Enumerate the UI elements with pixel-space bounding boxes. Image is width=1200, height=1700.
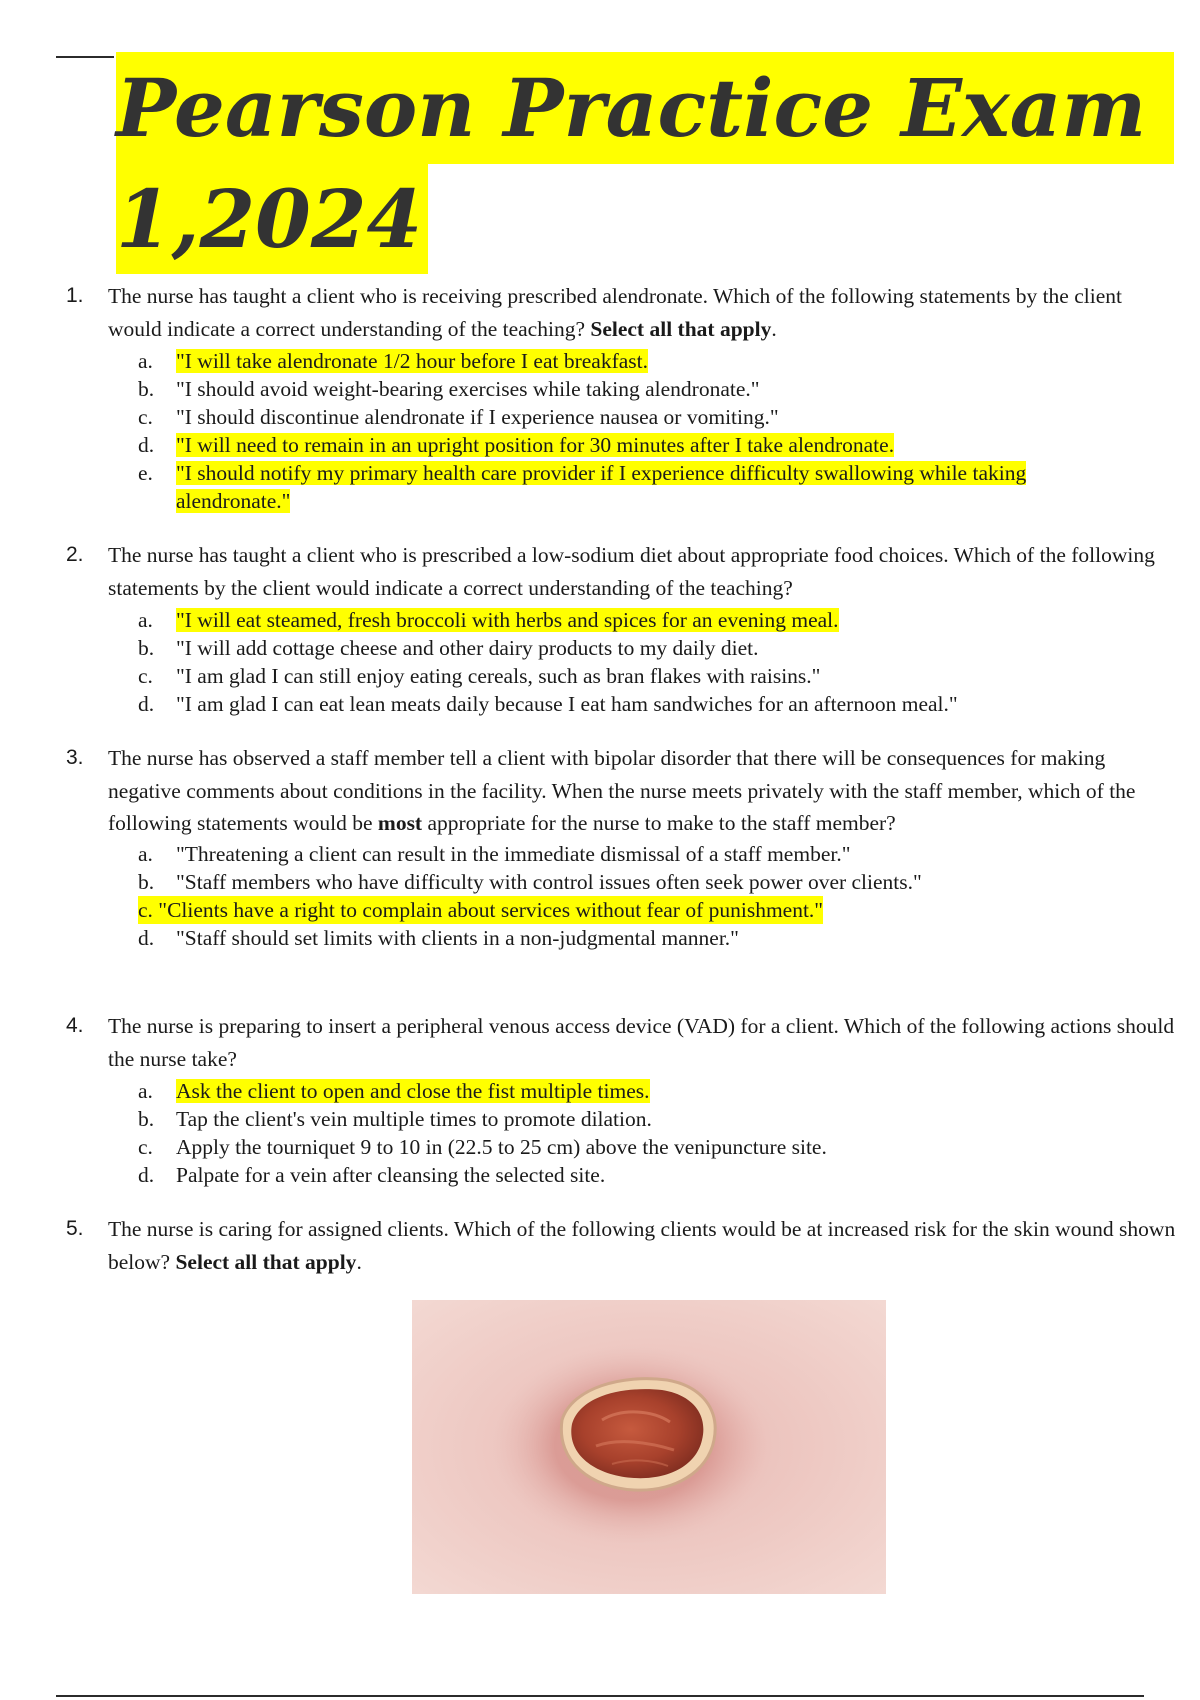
option-letter: a.: [138, 841, 153, 866]
question-number: 4.: [66, 1014, 84, 1037]
option-text: Palpate for a vein after cleansing the selected site.: [176, 1163, 606, 1187]
option-text: "I will need to remain in an upright position for 30 minutes after I take alendronate.: [176, 433, 895, 457]
option-text: Tap the client's vein multiple times to promote dilation.: [176, 1107, 652, 1131]
top-rule-left: [56, 56, 114, 58]
option-a[interactable]: [138, 1077, 1180, 1105]
option-text: "I will add cottage cheese and other dairy products to my daily diet.: [176, 636, 759, 660]
option-c[interactable]: [138, 1133, 1180, 1161]
question-1: [60, 280, 1180, 515]
option-d[interactable]: [138, 690, 1180, 718]
option-letter: c.: [138, 405, 153, 429]
option-letter: d.: [138, 692, 155, 716]
question-number: 2.: [66, 543, 84, 566]
option-a[interactable]: [138, 840, 1180, 868]
option-text: "Threatening a client can result in the immediate dismissal of a staff member.": [176, 841, 851, 866]
option-text: "Staff members who have difficulty with control issues often seek power over clients.": [176, 869, 922, 894]
question-text: The nurse is preparing to insert a peripheral venous access device (VAD) for a client. Which of the following actions should the nurse take?: [108, 1014, 1175, 1071]
option-text: "I should notify my primary health care provider if I experience difficulty swallowing while taking alendronate.": [176, 461, 1027, 513]
option-b[interactable]: [138, 375, 1180, 403]
answer-options: [60, 606, 1180, 718]
answer-options: [60, 840, 1180, 952]
option-letter: b.: [138, 1107, 155, 1131]
option-letter: d.: [138, 1163, 155, 1187]
instruction-emphasis: Select all that apply: [590, 316, 772, 341]
question-2: [60, 539, 1180, 718]
question-number: 1.: [66, 284, 84, 307]
option-d[interactable]: [138, 924, 1180, 952]
page-title: [116, 52, 1174, 274]
option-letter: a.: [138, 349, 153, 373]
question-text: The nurse is caring for assigned clients. Which of the following clients would be at increased risk for the skin wound shown below? Select all that apply.: [108, 1217, 1176, 1274]
title-line-2: 1,2024: [116, 164, 428, 274]
option-c[interactable]: [138, 403, 1180, 431]
answer-options: [60, 347, 1180, 515]
option-letter: b.: [138, 869, 155, 894]
option-text: Apply the tourniquet 9 to 10 in (22.5 to 25 cm) above the venipuncture site.: [176, 1135, 827, 1159]
option-letter: d.: [138, 925, 155, 950]
option-text: "I should discontinue alendronate if I experience nausea or vomiting.": [176, 405, 779, 429]
question-number: 3.: [66, 746, 84, 769]
option-text: "Clients have a right to complain about services without fear of punishment.": [158, 897, 824, 922]
instruction-emphasis: Select all that apply: [175, 1249, 357, 1274]
option-d[interactable]: [138, 1161, 1180, 1189]
answer-options: [60, 1077, 1180, 1189]
option-d[interactable]: [138, 431, 1180, 459]
question-number: 5.: [66, 1217, 84, 1240]
option-b[interactable]: [138, 1105, 1180, 1133]
option-text: "I should avoid weight-bearing exercises while taking alendronate.": [176, 377, 760, 401]
option-text: "I will eat steamed, fresh broccoli with herbs and spices for an evening meal.: [176, 608, 839, 632]
option-b[interactable]: [138, 634, 1180, 662]
option-letter: c.: [138, 1135, 153, 1159]
option-letter: a.: [138, 1079, 153, 1103]
option-letter: c.: [138, 897, 153, 922]
option-e[interactable]: [138, 459, 1180, 515]
option-letter: b.: [138, 377, 155, 401]
option-c[interactable]: [138, 896, 1180, 924]
skin-wound-image: [412, 1300, 886, 1594]
option-text: "I am glad I can eat lean meats daily because I eat ham sandwiches for an afternoon meal.": [176, 692, 958, 716]
option-letter: d.: [138, 433, 155, 457]
question-text: The nurse has taught a client who is receiving prescribed alendronate. Which of the following statements by the client would indicate a correct understanding of the teaching? Select all that apply.: [108, 284, 1122, 341]
option-letter: a.: [138, 608, 153, 632]
title-line-1: Pearson Practice Exam: [116, 52, 1174, 164]
bottom-rule: [56, 1695, 1144, 1697]
question-text: The nurse has observed a staff member tell a client with bipolar disorder that there will be consequences for making negative comments about conditions in the facility. When the nurse meets privately with the staff member, which of the following statements would be most appropriate for the nurse to make to the staff member?: [108, 746, 1136, 835]
option-letter: e.: [138, 461, 153, 485]
instruction-emphasis: most: [377, 811, 423, 835]
question-5: [60, 1213, 1180, 1278]
option-text: "I will take alendronate 1/2 hour before I eat breakfast.: [176, 349, 649, 373]
question-3: [60, 742, 1180, 952]
option-text: "Staff should set limits with clients in a non-judgmental manner.": [176, 925, 739, 950]
option-c[interactable]: [138, 662, 1180, 690]
option-text: Ask the client to open and close the fist multiple times.: [176, 1079, 650, 1103]
option-letter: b.: [138, 636, 155, 660]
option-b[interactable]: [138, 868, 1180, 896]
option-a[interactable]: [138, 606, 1180, 634]
option-a[interactable]: [138, 347, 1180, 375]
option-text: "I am glad I can still enjoy eating cereals, such as bran flakes with raisins.": [176, 664, 821, 688]
question-4: [60, 1010, 1180, 1189]
option-letter: c.: [138, 664, 153, 688]
question-text: The nurse has taught a client who is prescribed a low-sodium diet about appropriate food choices. Which of the following statements by the client would indicate a correct understanding of the teaching?: [108, 543, 1155, 600]
